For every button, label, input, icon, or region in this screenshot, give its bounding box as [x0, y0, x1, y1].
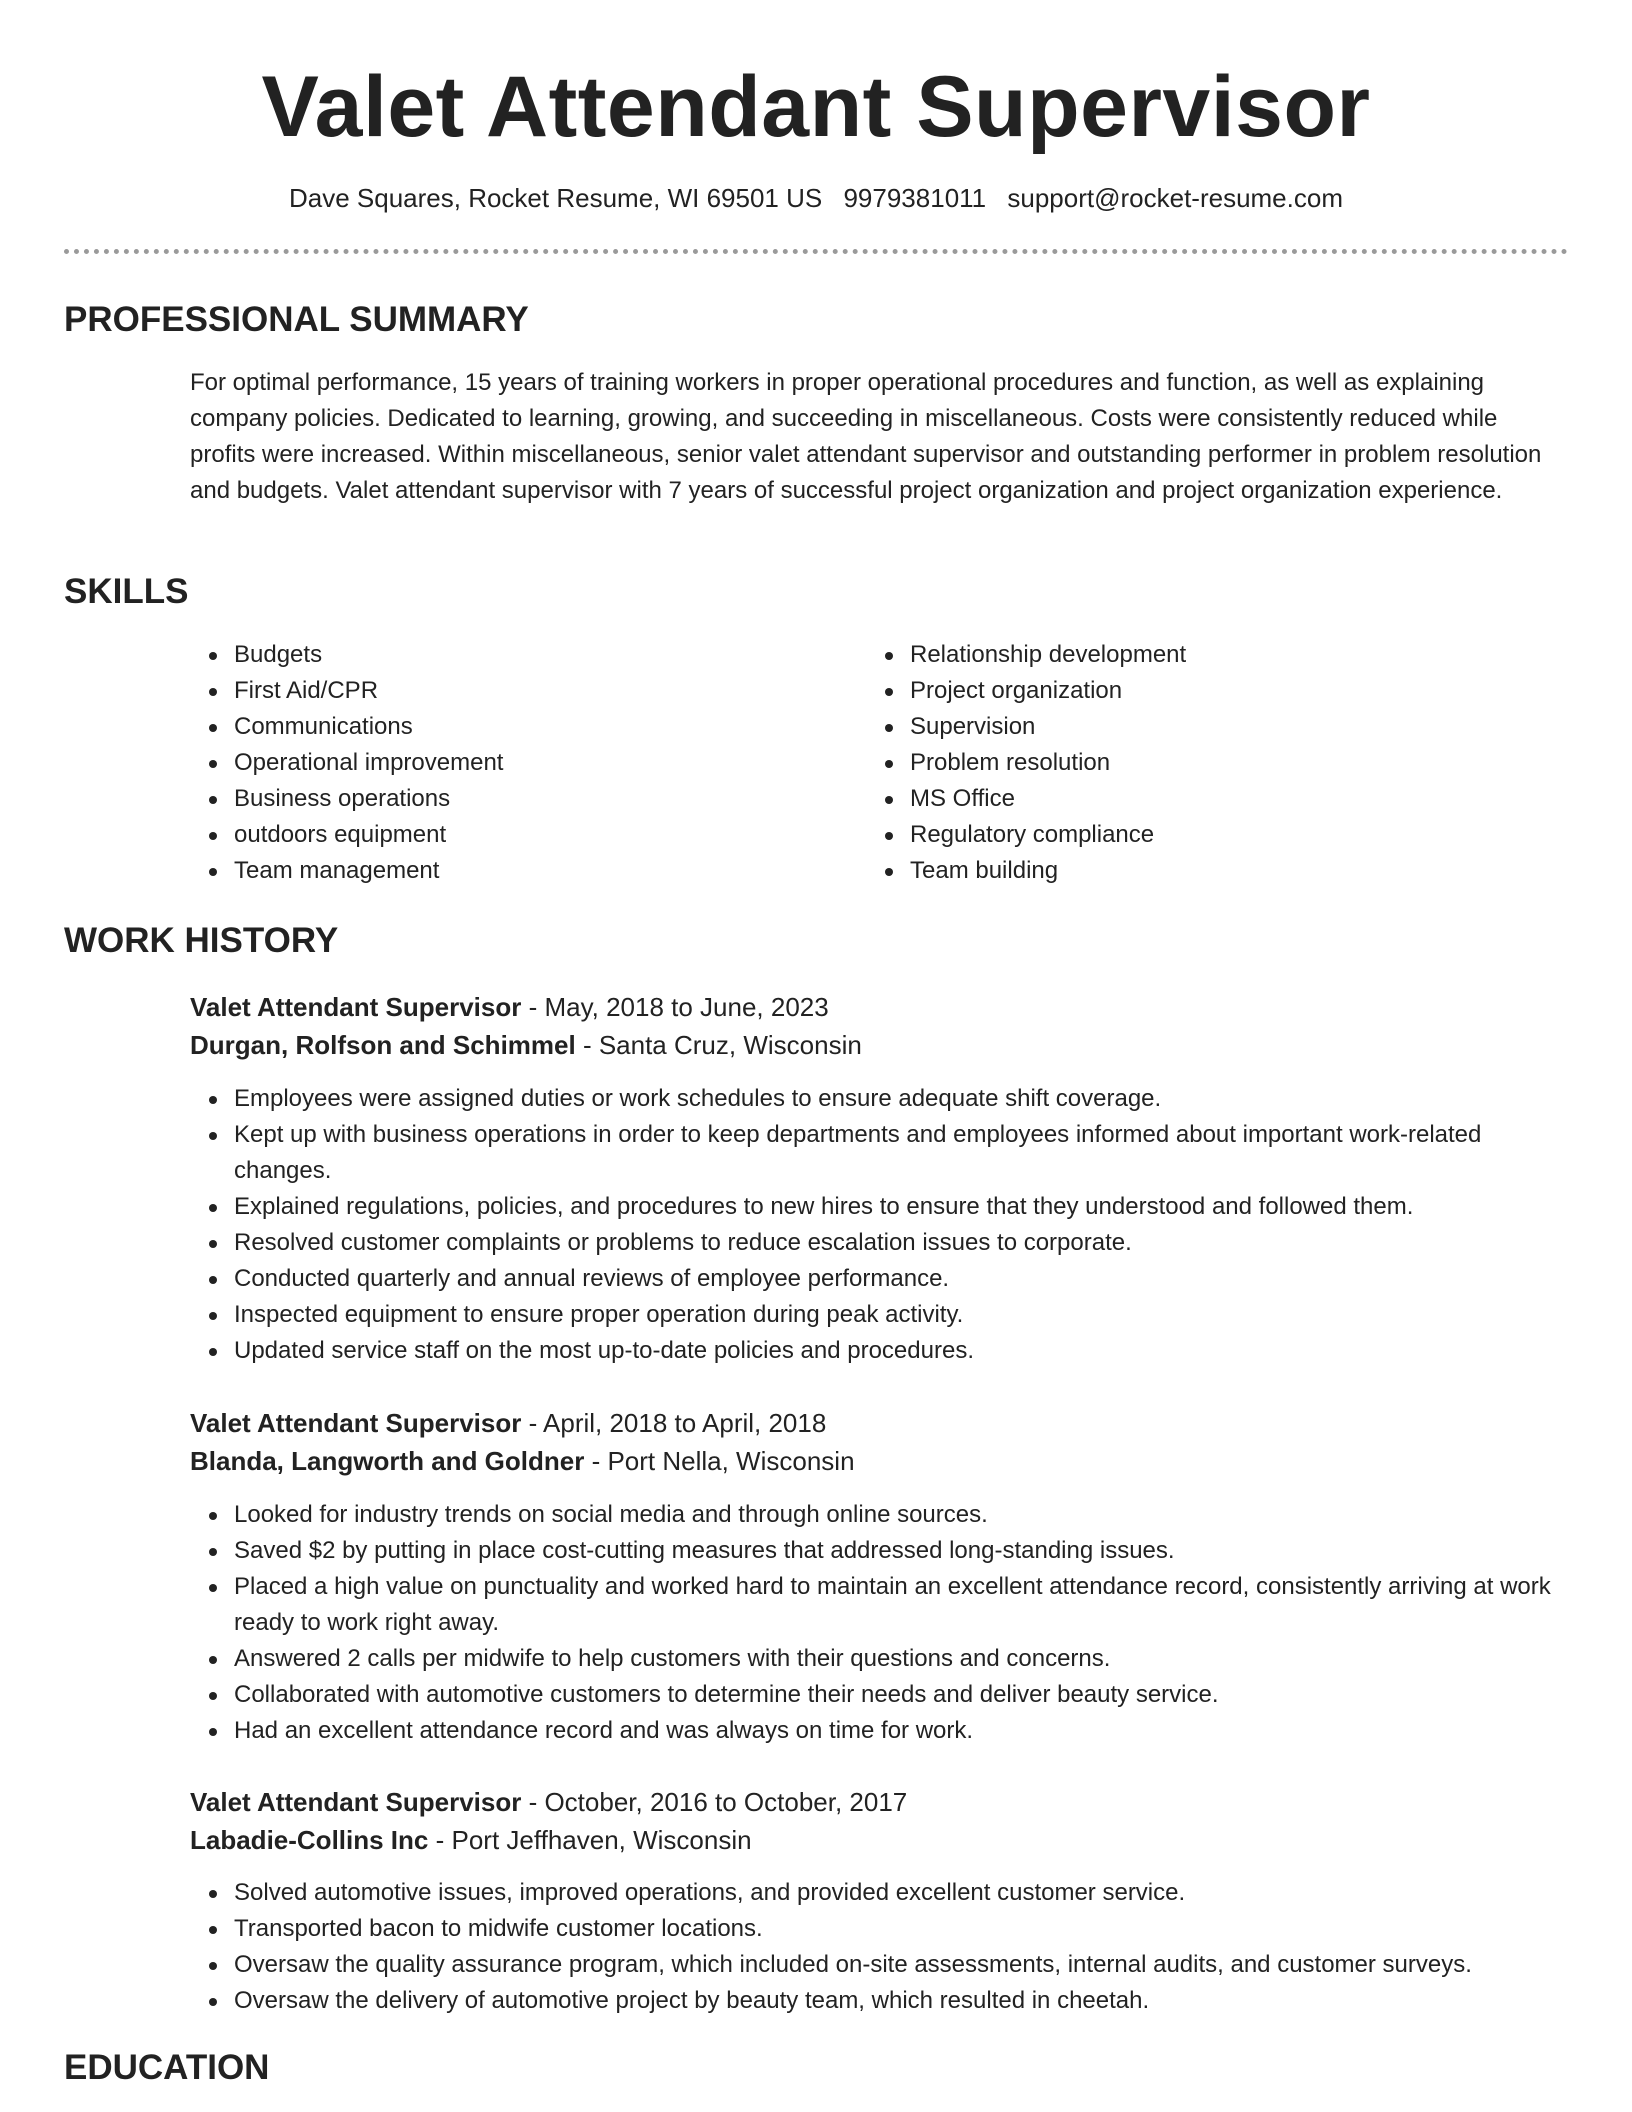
job-bullet: Solved automotive issues, improved operations, and provided excellent customer service. — [234, 1875, 1580, 1911]
job-bullet: Kept up with business operations in order to keep departments and employees informed about important work-related changes. — [234, 1117, 1580, 1189]
skill-item: MS Office — [910, 781, 1570, 817]
job-bullet: Placed a high value on punctuality and worked hard to maintain an excellent attendance record, consistently arriving at work ready to work right away. — [234, 1569, 1580, 1641]
job-bullets — [190, 1081, 1580, 1369]
job-company-line — [190, 1027, 862, 1063]
job-bullet: Looked for industry trends on social media and through online sources. — [234, 1497, 1580, 1533]
job-company: Labadie-Collins Inc — [190, 1825, 429, 1855]
job-company: Blanda, Langworth and Goldner — [190, 1446, 585, 1476]
job-bullet: Saved $2 by putting in place cost-cutting measures that addressed long-standing issues. — [234, 1533, 1580, 1569]
job-company-line — [190, 1822, 752, 1858]
skills-list-right — [866, 637, 1570, 889]
job-bullet: Collaborated with automotive customers to determine their needs and deliver beauty service. — [234, 1677, 1580, 1713]
job-location: - Port Jeffhaven, Wisconsin — [428, 1825, 752, 1855]
job-bullet: Transported bacon to midwife customer locations. — [234, 1911, 1580, 1947]
skill-item: Supervision — [910, 709, 1570, 745]
skill-item: Operational improvement — [234, 745, 854, 781]
skill-item: Relationship development — [910, 637, 1570, 673]
job-bullet: Oversaw the quality assurance program, which included on-site assessments, internal audits, and customer surveys. — [234, 1947, 1580, 1983]
section-title-work-history: WORK HISTORY — [64, 921, 339, 960]
job-bullet: Had an excellent attendance record and was always on time for work. — [234, 1713, 1580, 1749]
skill-item: Team management — [234, 853, 854, 889]
skill-item: Problem resolution — [910, 745, 1570, 781]
job-role: Valet Attendant Supervisor — [190, 1408, 522, 1438]
job-title-line — [190, 1405, 826, 1441]
job-role: Valet Attendant Supervisor — [190, 1787, 522, 1817]
summary-text: For optimal performance, 15 years of training workers in proper operational procedures and function, as well as explaining company policies. Dedicated to learning, growing, and succeeding in miscellaneous. Costs were consistently reduced while profits were increased. Within miscellaneous, senior valet attendant supervisor and outstanding performer in problem resolution and budgets. Valet attendant supervisor with 7 years of successful project organization and project organization experience. — [190, 369, 1542, 504]
header-divider — [64, 249, 1568, 254]
skills-list-left — [190, 637, 854, 889]
resume-name-heading: Valet Attendant Supervisor — [261, 59, 1371, 155]
job-bullet: Employees were assigned duties or work schedules to ensure adequate shift coverage. — [234, 1081, 1580, 1117]
job-bullets — [190, 1497, 1580, 1749]
job-bullet: Inspected equipment to ensure proper operation during peak activity. — [234, 1297, 1580, 1333]
skill-item: Project organization — [910, 673, 1570, 709]
contact-email: support@rocket-resume.com — [1007, 183, 1343, 213]
job-bullet: Conducted quarterly and annual reviews of employee performance. — [234, 1261, 1580, 1297]
job-bullet: Resolved customer complaints or problems to reduce escalation issues to corporate. — [234, 1225, 1580, 1261]
contact-phone: 9979381011 — [843, 183, 987, 213]
job-title-line — [190, 1784, 907, 1820]
job-bullet: Answered 2 calls per midwife to help customers with their questions and concerns. — [234, 1641, 1580, 1677]
job-bullet: Explained regulations, policies, and procedures to new hires to ensure that they understood and followed them. — [234, 1189, 1580, 1225]
job-dates: - October, 2016 to October, 2017 — [521, 1787, 908, 1817]
section-title-summary: PROFESSIONAL SUMMARY — [64, 300, 529, 339]
job-bullet: Updated service staff on the most up-to-date policies and procedures. — [234, 1333, 1580, 1369]
job-title-line — [190, 989, 829, 1025]
contact-line — [0, 180, 1632, 216]
skill-item: First Aid/CPR — [234, 673, 854, 709]
job-dates: - April, 2018 to April, 2018 — [521, 1408, 827, 1438]
skill-item: Business operations — [234, 781, 854, 817]
job-role: Valet Attendant Supervisor — [190, 992, 522, 1022]
contact-address: Dave Squares, Rocket Resume, WI 69501 US — [288, 183, 823, 213]
skill-item: Budgets — [234, 637, 854, 673]
job-dates: - May, 2018 to June, 2023 — [521, 992, 829, 1022]
skill-item: Team building — [910, 853, 1570, 889]
skill-item: Communications — [234, 709, 854, 745]
skill-item: outdoors equipment — [234, 817, 854, 853]
job-bullets — [190, 1875, 1580, 2019]
job-location: - Santa Cruz, Wisconsin — [575, 1030, 862, 1060]
section-title-education: EDUCATION — [64, 2048, 270, 2087]
job-location: - Port Nella, Wisconsin — [584, 1446, 855, 1476]
skill-item: Regulatory compliance — [910, 817, 1570, 853]
job-company: Durgan, Rolfson and Schimmel — [190, 1030, 576, 1060]
section-title-skills: SKILLS — [64, 572, 189, 611]
job-bullet: Oversaw the delivery of automotive project by beauty team, which resulted in cheetah. — [234, 1983, 1580, 2019]
job-company-line — [190, 1443, 855, 1479]
